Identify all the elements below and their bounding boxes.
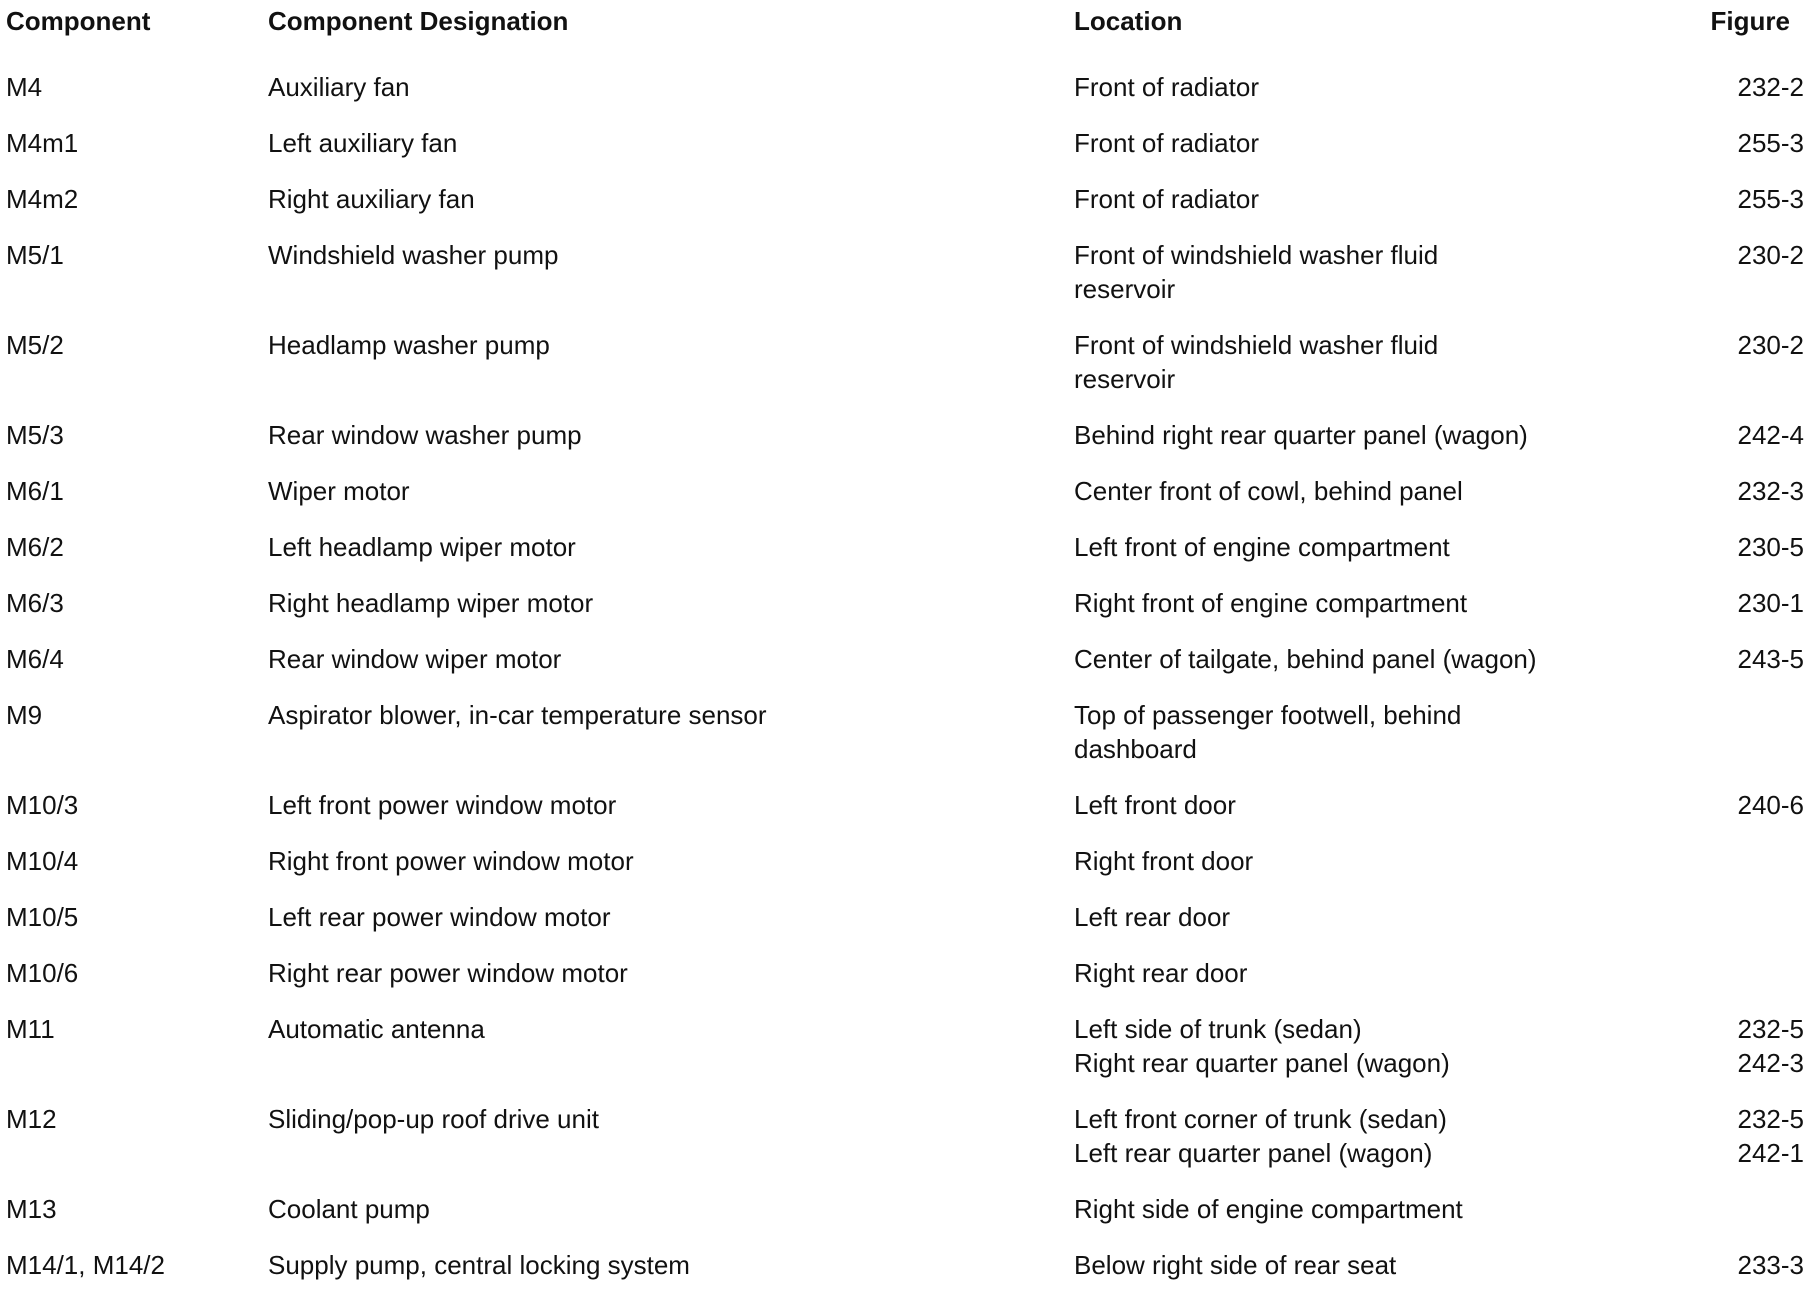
location-line: Right front door — [1074, 846, 1254, 876]
figure-reference — [1642, 182, 1810, 216]
location-line: reservoir — [1074, 274, 1176, 304]
figure-line: 255-3 — [1737, 184, 1804, 214]
location-line: Right rear door — [1074, 958, 1248, 988]
table-row — [6, 1012, 1816, 1102]
figure-line — [1642, 844, 1804, 878]
figure-line: 240-6 — [1737, 790, 1804, 820]
component-designation: Supply pump, central locking system — [268, 1250, 690, 1280]
figure-line: 232-2 — [1737, 72, 1804, 102]
location-line: Front of windshield washer fluid — [1074, 330, 1439, 360]
figure-line: 242-4 — [1737, 420, 1804, 450]
component-location — [1074, 418, 1642, 452]
header-location: Location — [1074, 6, 1183, 36]
component-code: M14/1, M14/2 — [6, 1250, 165, 1280]
figure-reference — [1642, 642, 1810, 676]
location-line: Left side of trunk (sedan) — [1074, 1014, 1362, 1044]
component-code: M12 — [6, 1104, 57, 1134]
component-designation: Aspirator blower, in-car temperature sensor — [268, 700, 767, 730]
component-location — [1074, 182, 1642, 216]
location-line: dashboard — [1074, 734, 1197, 764]
figure-reference — [1642, 1248, 1810, 1282]
figure-reference — [1642, 698, 1810, 766]
figure-line: 233-3 — [1737, 1250, 1804, 1280]
component-code: M4m2 — [6, 184, 79, 214]
figure-line — [1642, 1192, 1804, 1226]
location-line: Front of radiator — [1074, 128, 1259, 158]
figure-reference — [1642, 70, 1810, 104]
table-body — [6, 70, 1816, 1304]
component-location — [1074, 698, 1642, 766]
figure-reference — [1642, 788, 1810, 822]
table-row — [6, 1248, 1816, 1304]
location-line: Right front of engine compartment — [1074, 588, 1468, 618]
component-location — [1074, 844, 1642, 878]
component-code: M13 — [6, 1194, 57, 1224]
component-designation: Right auxiliary fan — [268, 184, 475, 214]
component-location — [1074, 474, 1642, 508]
location-line: Left front door — [1074, 790, 1236, 820]
table-row — [6, 788, 1816, 844]
component-location — [1074, 530, 1642, 564]
figure-line: 230-5 — [1737, 532, 1804, 562]
component-designation: Left rear power window motor — [268, 902, 611, 932]
component-designation: Right headlamp wiper motor — [268, 588, 594, 618]
component-location — [1074, 788, 1642, 822]
figure-reference — [1642, 1012, 1810, 1080]
table-row — [6, 126, 1816, 182]
table-row — [6, 1192, 1816, 1248]
component-designation: Headlamp washer pump — [268, 330, 550, 360]
figure-line: 232-3 — [1737, 476, 1804, 506]
figure-line: 243-5 — [1737, 644, 1804, 674]
component-code: M6/4 — [6, 644, 64, 674]
location-line: Left front of engine compartment — [1074, 532, 1450, 562]
location-line: Right side of engine compartment — [1074, 1194, 1463, 1224]
figure-reference — [1642, 530, 1810, 564]
component-designation: Left front power window motor — [268, 790, 617, 820]
figure-reference — [1642, 238, 1810, 306]
figure-line: 232-5 — [1737, 1104, 1804, 1134]
component-location — [1074, 586, 1642, 620]
component-code: M10/5 — [6, 902, 79, 932]
table-row — [6, 474, 1816, 530]
figure-reference — [1642, 956, 1810, 990]
component-code: M5/3 — [6, 420, 64, 450]
location-line: Below right side of rear seat — [1074, 1250, 1397, 1280]
location-line: Top of passenger footwell, behind — [1074, 700, 1462, 730]
table-row — [6, 586, 1816, 642]
location-line: Behind right rear quarter panel (wagon) — [1074, 420, 1528, 450]
component-code: M6/3 — [6, 588, 64, 618]
figure-line: 242-1 — [1737, 1138, 1804, 1168]
figure-reference — [1642, 126, 1810, 160]
table-row — [6, 642, 1816, 698]
figure-line: 230-1 — [1737, 588, 1804, 618]
figure-line — [1642, 956, 1804, 990]
figure-line — [1642, 698, 1804, 732]
table-header — [6, 6, 1816, 70]
location-line: Left rear quarter panel (wagon) — [1074, 1138, 1433, 1168]
component-code: M5/2 — [6, 330, 64, 360]
table-row — [6, 530, 1816, 586]
component-designation: Right front power window motor — [268, 846, 634, 876]
component-code: M5/1 — [6, 240, 64, 270]
component-code: M10/6 — [6, 958, 79, 988]
component-code: M10/3 — [6, 790, 79, 820]
figure-line — [1642, 900, 1804, 934]
component-designation: Auxiliary fan — [268, 72, 410, 102]
component-designation: Left auxiliary fan — [268, 128, 458, 158]
component-location — [1074, 126, 1642, 160]
component-location — [1074, 642, 1642, 676]
table-row — [6, 698, 1816, 788]
table-row — [6, 900, 1816, 956]
figure-line: 230-2 — [1737, 240, 1804, 270]
component-code: M6/1 — [6, 476, 64, 506]
component-designation: Automatic antenna — [268, 1014, 485, 1044]
component-code: M6/2 — [6, 532, 64, 562]
header-component: Component — [6, 6, 151, 36]
header-figure: Figure — [1710, 6, 1790, 36]
figure-reference — [1642, 844, 1810, 878]
component-designation: Sliding/pop-up roof drive unit — [268, 1104, 599, 1134]
component-location — [1074, 1102, 1642, 1170]
location-line: Left rear door — [1074, 902, 1231, 932]
table-row — [6, 956, 1816, 1012]
component-designation: Rear window wiper motor — [268, 644, 562, 674]
component-code: M9 — [6, 700, 43, 730]
component-designation: Wiper motor — [268, 476, 410, 506]
component-location — [1074, 328, 1642, 396]
figure-reference — [1642, 586, 1810, 620]
header-designation: Component Designation — [268, 6, 569, 36]
component-designation: Coolant pump — [268, 1194, 430, 1224]
location-line: reservoir — [1074, 364, 1176, 394]
location-line: Front of radiator — [1074, 72, 1259, 102]
table-row — [6, 1102, 1816, 1192]
location-line: Left front corner of trunk (sedan) — [1074, 1104, 1447, 1134]
component-location — [1074, 1012, 1642, 1080]
component-designation: Windshield washer pump — [268, 240, 559, 270]
figure-reference — [1642, 1102, 1810, 1170]
figure-reference — [1642, 900, 1810, 934]
figure-line: 242-3 — [1737, 1048, 1804, 1078]
component-code: M4 — [6, 72, 43, 102]
figure-reference — [1642, 474, 1810, 508]
figure-line: 255-3 — [1737, 128, 1804, 158]
table-row — [6, 238, 1816, 328]
component-location — [1074, 70, 1642, 104]
component-designation: Right rear power window motor — [268, 958, 628, 988]
table-row — [6, 328, 1816, 418]
figure-reference — [1642, 1192, 1810, 1226]
location-line: Right rear quarter panel (wagon) — [1074, 1048, 1450, 1078]
component-code: M10/4 — [6, 846, 79, 876]
component-location — [1074, 956, 1642, 990]
location-line: Front of radiator — [1074, 184, 1259, 214]
component-code: M11 — [6, 1014, 55, 1044]
figure-line: 232-5 — [1737, 1014, 1804, 1044]
table-row — [6, 70, 1816, 126]
component-location — [1074, 1248, 1642, 1282]
table-row — [6, 418, 1816, 474]
table-row — [6, 844, 1816, 900]
location-line: Front of windshield washer fluid — [1074, 240, 1439, 270]
component-location — [1074, 1192, 1642, 1226]
component-designation: Left headlamp wiper motor — [268, 532, 576, 562]
figure-reference — [1642, 328, 1810, 396]
location-line: Center of tailgate, behind panel (wagon) — [1074, 644, 1537, 674]
component-location — [1074, 238, 1642, 306]
component-location — [1074, 900, 1642, 934]
figure-line: 230-2 — [1737, 330, 1804, 360]
component-code: M4m1 — [6, 128, 79, 158]
component-designation: Rear window washer pump — [268, 420, 582, 450]
table-row — [6, 182, 1816, 238]
figure-reference — [1642, 418, 1810, 452]
location-line: Center front of cowl, behind panel — [1074, 476, 1463, 506]
